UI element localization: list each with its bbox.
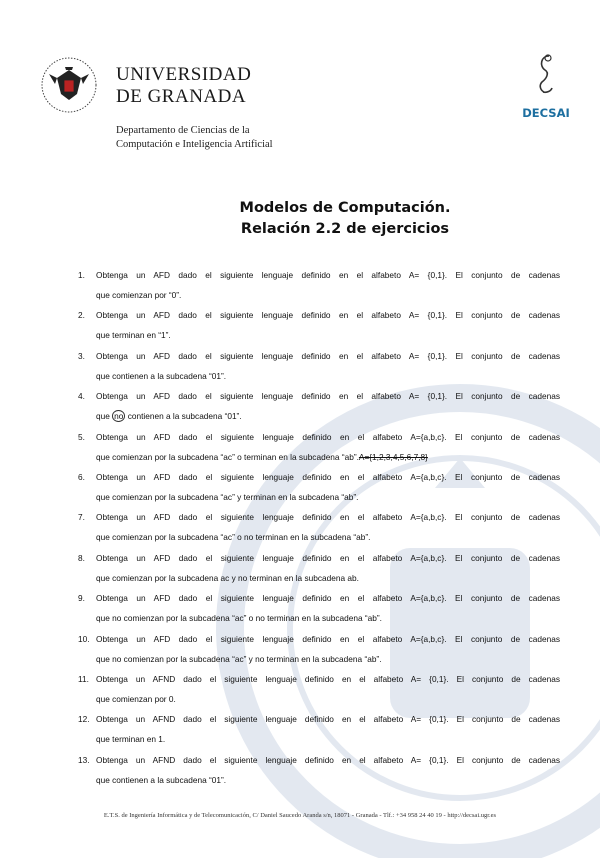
- title-line2: Relación 2.2 de ejercicios: [240, 221, 450, 237]
- university-name-line1: UNIVERSIDAD: [116, 64, 252, 85]
- exercise-number: 12.: [78, 714, 90, 725]
- struck-out-annotation: A={1,2,3,4,5,6,7,8}: [358, 451, 428, 462]
- document-title: [0, 198, 600, 240]
- exercise-item: [78, 750, 560, 790]
- exercise-number: 2.: [78, 310, 85, 321]
- exercise-number: 5.: [78, 431, 85, 442]
- exercise-number: 10.: [78, 633, 90, 644]
- exercise-number: 1.: [78, 270, 85, 280]
- exercise-condition: que comienzan por la subcadena “ac” o no terminan en la subcadena “ab”.: [96, 532, 371, 543]
- exercise-item: [78, 305, 560, 345]
- exercise-condition: que comienzan por la subcadena “ac” y terminan en la subcadena “ab”.: [96, 491, 359, 502]
- exercise-statement: Obtenga un AFD dado el siguiente lenguaje definido en el alfabeto A={a,b,c}. El conjunto de cadenas: [96, 471, 560, 482]
- exercise-condition: que comienzan por 0.: [96, 693, 176, 704]
- letterhead: [40, 50, 580, 160]
- decsai-logo: [516, 50, 576, 120]
- exercise-number: 8.: [78, 552, 85, 563]
- exercise-statement: Obtenga un AFD dado el siguiente lenguaje definido en el alfabeto A={a,b,c}. El conjunto de cadenas: [96, 431, 560, 442]
- department-line1: Departamento de Ciencias de la: [116, 125, 250, 136]
- exercise-condition: que terminan en 1.: [96, 734, 166, 745]
- exercise-item: [78, 507, 560, 547]
- exercise-statement: Obtenga un AFD dado el siguiente lenguaje definido en el alfabeto A= {0,1}. El conjunto de cadenas: [96, 310, 560, 321]
- exercise-condition: [96, 406, 560, 426]
- exercise-statement: Obtenga un AFND dado el siguiente lenguaje definido en el alfabeto A= {0,1}. El conjunto de cadenas: [96, 673, 560, 684]
- exercise-condition: que no comienzan por la subcadena “ac” o no terminan en la subcadena “ab”.: [96, 613, 382, 624]
- exercise-number: 6.: [78, 471, 85, 482]
- department-name: [116, 124, 273, 152]
- exercise-item: [78, 346, 560, 386]
- exercise-item: [78, 588, 560, 628]
- exercise-statement: Obtenga un AFND dado el siguiente lenguaje definido en el alfabeto A= {0,1}. El conjunto de cadenas: [96, 714, 560, 725]
- exercise-statement: Obtenga un AFD dado el siguiente lenguaje definido en el alfabeto A={a,b,c}. El conjunto de cadenas: [96, 593, 560, 604]
- exercise-number: 7.: [78, 512, 85, 523]
- exercise-condition: que terminan en “1”.: [96, 330, 171, 341]
- exercise-number: 3.: [78, 350, 85, 361]
- exercise-statement: Obtenga un AFD dado el siguiente lenguaje definido en el alfabeto A= {0,1}. El conjunto de cadenas: [96, 391, 560, 402]
- exercise-item: [78, 386, 560, 426]
- exercise-condition: que contienen a la subcadena “01”.: [96, 774, 227, 785]
- university-name: [116, 64, 251, 108]
- exercise-condition: [96, 447, 560, 467]
- exercise-number: 9.: [78, 593, 85, 604]
- decsai-label: DECSAI: [522, 106, 570, 120]
- exercise-number: 11.: [78, 673, 89, 684]
- exercise-item: [78, 669, 560, 709]
- exercise-number: 13.: [78, 754, 90, 765]
- exercise-condition: que comienzan por la subcadena ac y no terminan en la subcadena ab.: [96, 572, 359, 583]
- condition-suffix: contienen a la subcadena “01”.: [125, 411, 242, 422]
- exercise-number: 4.: [78, 391, 85, 402]
- exercise-statement: Obtenga un AFND dado el siguiente lenguaje definido en el alfabeto A= {0,1}. El conjunto de cadenas: [96, 754, 560, 765]
- exercise-condition: que no comienzan por la subcadena “ac” y no terminan en la subcadena “ab”.: [96, 653, 382, 664]
- exercise-condition: que comienzan por “0”.: [96, 290, 182, 300]
- exercise-statement: Obtenga un AFD dado el siguiente lenguaje definido en el alfabeto A={a,b,c}. El conjunto de cadenas: [96, 552, 560, 563]
- department-line2: Computación e Inteligencia Artificial: [116, 139, 273, 150]
- exercise-item: [78, 427, 560, 467]
- exercise-list: [78, 265, 560, 790]
- exercise-item: [78, 548, 560, 588]
- decsai-figure-icon: [529, 50, 563, 100]
- exercise-statement: Obtenga un AFD dado el siguiente lenguaje definido en el alfabeto A= {0,1}. El conjunto de cadenas: [96, 270, 560, 280]
- exercise-item: [78, 629, 560, 669]
- exercise-statement: Obtenga un AFD dado el siguiente lenguaje definido en el alfabeto A= {0,1}. El conjunto de cadenas: [96, 350, 560, 361]
- exercise-condition: que contienen a la subcadena “01”.: [96, 370, 227, 381]
- condition-prefix: que: [96, 411, 113, 422]
- university-crest-icon: [40, 56, 98, 114]
- page-footer: E.T.S. de Ingeniería Informática y de Telecomunicación, C/ Daniel Saucedo Aranda s/n, 18071 - Granada - Tlf.: +34 958 24 40 19 - http://decsai.ugr.es: [103, 812, 497, 819]
- condition-text: que comienzan por la subcadena “ac” o terminan en la subcadena “ab”.: [96, 451, 359, 462]
- exercise-item: [78, 709, 560, 749]
- exercise-statement: Obtenga un AFD dado el siguiente lenguaje definido en el alfabeto A={a,b,c}. El conjunto de cadenas: [96, 512, 560, 523]
- university-name-line2: DE GRANADA: [116, 86, 247, 107]
- circled-annotation: no: [114, 411, 124, 422]
- exercise-item: [78, 467, 560, 507]
- title-line1: Modelos de Computación.: [239, 200, 451, 216]
- exercise-statement: Obtenga un AFD dado el siguiente lenguaje definido en el alfabeto A={a,b,c}. El conjunto de cadenas: [96, 633, 560, 644]
- exercise-item: [78, 265, 560, 305]
